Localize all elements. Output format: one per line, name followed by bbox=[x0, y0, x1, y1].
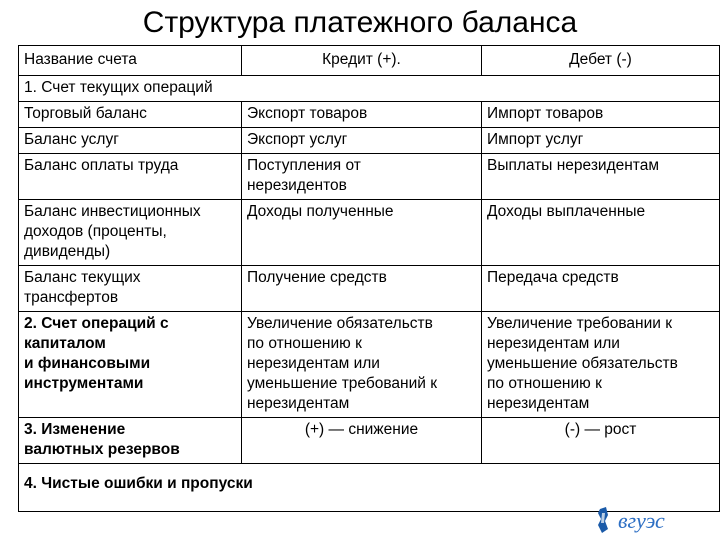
errors-omissions: 4. Чистые ошибки и пропуски bbox=[19, 464, 720, 512]
row-name: Баланс инвестиционных доходов (проценты, дивиденды) bbox=[19, 200, 242, 266]
table-row bbox=[19, 154, 720, 200]
row-debit: Доходы выплаченные bbox=[482, 200, 720, 266]
logo-text: вгуэс bbox=[618, 508, 665, 533]
row-credit: Получение средств bbox=[242, 266, 482, 312]
capital-account-row bbox=[19, 312, 720, 418]
section-current-account: 1. Счет текущих операций bbox=[19, 76, 720, 102]
row-credit: Поступления от нерезидентов bbox=[242, 154, 482, 200]
table-row bbox=[19, 200, 720, 266]
row-name: Баланс услуг bbox=[19, 128, 242, 154]
row-name: Баланс оплаты труда bbox=[19, 154, 242, 200]
reserves-credit: (+) — снижение bbox=[242, 418, 482, 464]
row-name: Баланс текущих трансфертов bbox=[19, 266, 242, 312]
row-debit: Передача средств bbox=[482, 266, 720, 312]
university-logo bbox=[596, 505, 706, 535]
row-name: Торговый баланс bbox=[19, 102, 242, 128]
header-credit: Кредит (+). bbox=[242, 46, 482, 76]
reserves-debit: (-) — рост bbox=[482, 418, 720, 464]
header-account-name: Название счета bbox=[19, 46, 242, 76]
page-title: Структура платежного баланса bbox=[142, 6, 578, 39]
row-credit: Доходы полученные bbox=[242, 200, 482, 266]
row-debit: Выплаты нерезидентам bbox=[482, 154, 720, 200]
row-credit: Экспорт услуг bbox=[242, 128, 482, 154]
capital-account-credit: Увеличение обязательств по отношению к нерезидентам или уменьшение требований к нерезидентам bbox=[242, 312, 482, 418]
table-row bbox=[19, 266, 720, 312]
section-current-account-row bbox=[19, 76, 720, 102]
reserves-row bbox=[19, 418, 720, 464]
reserves-name: 3. Изменение валютных резервов bbox=[19, 418, 242, 464]
table-row bbox=[19, 102, 720, 128]
row-debit: Импорт товаров bbox=[482, 102, 720, 128]
capital-account-name: 2. Счет операций с капиталом и финансовыми инструментами bbox=[19, 312, 242, 418]
logo-emblem-icon bbox=[598, 507, 608, 533]
capital-account-debit: Увеличение требовании к нерезидентам или уменьшение обязательств по отношению к нерезидентам bbox=[482, 312, 720, 418]
table-row bbox=[19, 128, 720, 154]
balance-table bbox=[18, 45, 720, 512]
row-debit: Импорт услуг bbox=[482, 128, 720, 154]
header-row bbox=[19, 46, 720, 76]
row-credit: Экспорт товаров bbox=[242, 102, 482, 128]
header-debit: Дебет (-) bbox=[482, 46, 720, 76]
